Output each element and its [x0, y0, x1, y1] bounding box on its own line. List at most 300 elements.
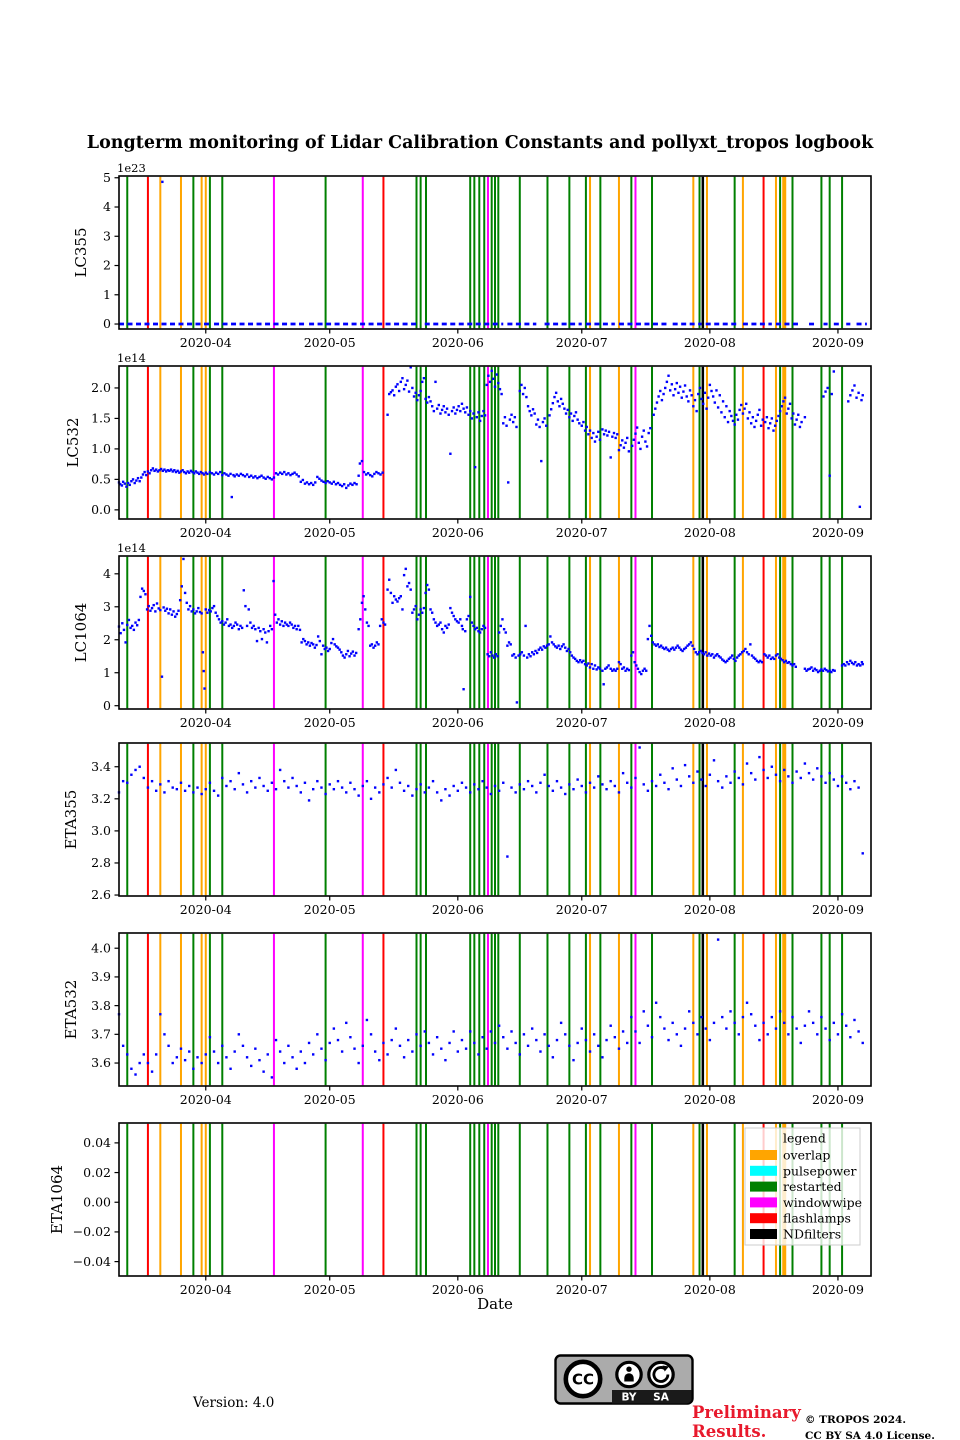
- data-point: [279, 769, 281, 771]
- data-point: [514, 791, 516, 793]
- data-point: [411, 612, 413, 614]
- data-point: [221, 620, 223, 622]
- data-point: [799, 426, 801, 428]
- data-point: [648, 625, 650, 627]
- data-point: [767, 1033, 769, 1035]
- data-point: [671, 767, 673, 769]
- data-point: [408, 582, 410, 584]
- data-point: [727, 421, 729, 423]
- data-point: [582, 421, 584, 423]
- data-point: [662, 393, 664, 395]
- data-point: [667, 1039, 669, 1041]
- data-point: [130, 774, 132, 776]
- data-point: [424, 398, 426, 400]
- x-tick-label: 2020-09: [811, 335, 864, 350]
- data-point: [357, 794, 359, 796]
- x-tick-label: 2020-04: [179, 715, 232, 730]
- data-point: [134, 482, 136, 484]
- data-point: [543, 1033, 545, 1035]
- y-tick-label: 4.0: [91, 940, 111, 956]
- data-point: [797, 414, 799, 416]
- data-point: [637, 668, 639, 670]
- data-point: [742, 1016, 744, 1018]
- data-point: [440, 799, 442, 801]
- data-point: [195, 610, 197, 612]
- data-point: [633, 661, 635, 663]
- data-point: [462, 628, 464, 630]
- data-point: [728, 410, 730, 412]
- data-point: [535, 423, 537, 425]
- data-point: [732, 420, 734, 422]
- data-point: [144, 593, 146, 595]
- data-point: [146, 608, 148, 610]
- data-point: [630, 1016, 632, 1018]
- data-point: [329, 648, 331, 650]
- data-point: [206, 612, 208, 614]
- data-point: [378, 1059, 380, 1061]
- data-point: [521, 651, 523, 653]
- data-point: [295, 628, 297, 630]
- data-point: [514, 656, 516, 658]
- data-point: [833, 370, 835, 372]
- data-point: [522, 393, 524, 395]
- data-point: [851, 389, 853, 391]
- data-point: [347, 650, 349, 652]
- data-point: [789, 403, 791, 405]
- data-point: [628, 669, 630, 671]
- data-point: [557, 400, 559, 402]
- data-point: [423, 377, 425, 379]
- data-point: [238, 628, 240, 630]
- data-point: [496, 655, 498, 657]
- data-point: [812, 778, 814, 780]
- data-point: [138, 480, 140, 482]
- data-point: [154, 610, 156, 612]
- data-point: [187, 608, 189, 610]
- data-point: [250, 780, 252, 782]
- data-point: [369, 474, 371, 476]
- data-point: [449, 453, 451, 455]
- data-point: [709, 384, 711, 386]
- data-point: [229, 473, 231, 475]
- data-point: [666, 381, 668, 383]
- x-tick-label: 2020-09: [811, 1092, 864, 1107]
- data-point: [272, 580, 274, 582]
- data-point: [314, 481, 316, 483]
- data-point: [524, 387, 526, 389]
- data-point: [428, 588, 430, 590]
- data-point: [572, 1059, 574, 1061]
- data-point: [676, 778, 678, 780]
- data-point: [762, 769, 764, 771]
- data-point: [298, 475, 300, 477]
- data-point: [403, 574, 405, 576]
- data-point: [236, 623, 238, 625]
- data-point: [512, 421, 514, 423]
- data-point: [786, 412, 788, 414]
- data-point: [322, 481, 324, 483]
- data-point: [242, 474, 244, 476]
- data-point: [568, 783, 570, 785]
- data-point: [295, 473, 297, 475]
- legend-label-pulsepower: pulsepower: [783, 1163, 857, 1179]
- data-point: [210, 610, 212, 612]
- data-point: [406, 585, 408, 587]
- data-point: [151, 607, 153, 609]
- data-point: [258, 1059, 260, 1061]
- data-point: [749, 643, 751, 645]
- data-point: [126, 624, 128, 626]
- data-point: [355, 652, 357, 654]
- data-point: [353, 1047, 355, 1049]
- data-point: [217, 1062, 219, 1064]
- data-point: [390, 592, 392, 594]
- data-point: [605, 788, 607, 790]
- data-point: [488, 655, 490, 657]
- data-point: [638, 442, 640, 444]
- legend-title: legend: [783, 1130, 826, 1146]
- data-point: [147, 1062, 149, 1064]
- data-point: [597, 431, 599, 433]
- data-point: [833, 778, 835, 780]
- data-point: [377, 643, 379, 645]
- data-point: [539, 782, 541, 784]
- data-point: [550, 408, 552, 410]
- data-point: [572, 788, 574, 790]
- data-point: [227, 475, 229, 477]
- data-point: [692, 782, 694, 784]
- data-point: [461, 625, 463, 627]
- data-point: [661, 399, 663, 401]
- data-point: [543, 417, 545, 419]
- data-point: [152, 467, 154, 469]
- data-point: [862, 852, 864, 854]
- data-point: [862, 394, 864, 396]
- data-point: [366, 780, 368, 782]
- data-point: [663, 1027, 665, 1029]
- data-point: [262, 476, 264, 478]
- data-point: [705, 1027, 707, 1029]
- by-label: BY: [621, 1391, 637, 1404]
- data-point: [411, 794, 413, 796]
- data-point: [663, 782, 665, 784]
- data-point: [398, 390, 400, 392]
- data-point: [432, 780, 434, 782]
- x-tick-label: 2020-05: [303, 715, 356, 730]
- data-point: [252, 625, 254, 627]
- data-point: [426, 401, 428, 403]
- data-point: [333, 481, 335, 483]
- data-point: [382, 1042, 384, 1044]
- data-point: [131, 625, 133, 627]
- data-point: [448, 794, 450, 796]
- data-point: [594, 664, 596, 666]
- data-point: [681, 396, 683, 398]
- data-point: [523, 654, 525, 656]
- data-point: [490, 1030, 492, 1032]
- data-point: [674, 388, 676, 390]
- data-point: [229, 780, 231, 782]
- data-point: [151, 780, 153, 782]
- data-point: [793, 663, 795, 665]
- data-point: [510, 1030, 512, 1032]
- data-point: [800, 777, 802, 779]
- data-point: [481, 628, 483, 630]
- data-point: [466, 406, 468, 408]
- data-point: [647, 1025, 649, 1027]
- x-tick-label: 2020-09: [811, 715, 864, 730]
- data-point: [746, 1002, 748, 1004]
- data-point: [403, 388, 405, 390]
- data-point: [709, 774, 711, 776]
- data-point: [523, 1033, 525, 1035]
- data-point: [724, 416, 726, 418]
- data-point: [847, 663, 849, 665]
- data-point: [359, 462, 361, 464]
- data-point: [589, 782, 591, 784]
- data-point: [667, 375, 669, 377]
- data-point: [149, 610, 151, 612]
- data-point: [246, 625, 248, 627]
- data-point: [241, 627, 243, 629]
- data-point: [382, 783, 384, 785]
- data-point: [304, 782, 306, 784]
- data-point: [457, 621, 459, 623]
- data-point: [283, 1062, 285, 1064]
- data-point: [651, 780, 653, 782]
- data-point: [221, 474, 223, 476]
- data-point: [433, 618, 435, 620]
- data-point: [250, 1065, 252, 1067]
- data-point: [291, 777, 293, 779]
- data-point: [428, 396, 430, 398]
- data-point: [275, 788, 277, 790]
- data-point: [357, 1062, 359, 1064]
- data-point: [464, 411, 466, 413]
- data-point: [816, 1033, 818, 1035]
- data-point: [192, 1068, 194, 1070]
- data-point: [338, 648, 340, 650]
- x-tick-label: 2020-06: [431, 1282, 484, 1297]
- data-point: [847, 400, 849, 402]
- data-point: [497, 382, 499, 384]
- data-point: [267, 476, 269, 478]
- data-point: [407, 1039, 409, 1041]
- data-point: [148, 472, 150, 474]
- data-point: [659, 1016, 661, 1018]
- data-point: [540, 460, 542, 462]
- data-point: [767, 427, 769, 429]
- data-point: [531, 1027, 533, 1029]
- data-point: [304, 1062, 306, 1064]
- data-point: [467, 414, 469, 416]
- x-tick-label: 2020-04: [179, 1282, 232, 1297]
- data-point: [374, 644, 376, 646]
- y-tick-label: 0: [103, 697, 111, 713]
- data-point: [758, 756, 760, 758]
- data-point: [782, 400, 784, 402]
- data-point: [712, 395, 714, 397]
- y-tick-label: −0.02: [72, 1224, 111, 1240]
- data-point: [137, 477, 139, 479]
- data-point: [605, 1039, 607, 1041]
- data-point: [558, 405, 560, 407]
- data-point: [371, 643, 373, 645]
- data-point: [608, 431, 610, 433]
- data-point: [535, 1039, 537, 1041]
- data-point: [215, 471, 217, 473]
- data-point: [667, 788, 669, 790]
- y-tick-label: 2: [103, 257, 111, 273]
- data-point: [514, 1042, 516, 1044]
- data-point: [309, 644, 311, 646]
- data-point: [687, 400, 689, 402]
- data-point: [538, 426, 540, 428]
- data-point: [504, 416, 506, 418]
- data-point: [155, 790, 157, 792]
- data-point: [519, 783, 521, 785]
- data-point: [592, 668, 594, 670]
- data-point: [735, 414, 737, 416]
- data-point: [515, 426, 517, 428]
- data-point: [171, 613, 173, 615]
- data-point: [777, 415, 779, 417]
- data-point: [456, 409, 458, 411]
- data-point: [849, 1036, 851, 1038]
- data-point: [399, 782, 401, 784]
- data-point: [221, 777, 223, 779]
- data-point: [651, 1036, 653, 1038]
- data-point: [291, 473, 293, 475]
- y-tick-label: 5: [103, 169, 111, 185]
- data-point: [552, 402, 554, 404]
- data-point: [549, 635, 551, 637]
- data-point: [119, 632, 121, 634]
- data-point: [345, 487, 347, 489]
- data-point: [733, 1022, 735, 1024]
- data-point: [324, 482, 326, 484]
- data-point: [200, 612, 202, 614]
- data-point: [279, 623, 281, 625]
- data-point: [783, 1022, 785, 1024]
- legend-swatch-flashlamps: [750, 1213, 777, 1223]
- data-point: [539, 1050, 541, 1052]
- data-point: [800, 1042, 802, 1044]
- data-point: [349, 782, 351, 784]
- x-tick-label: 2020-07: [555, 525, 608, 540]
- data-point: [721, 786, 723, 788]
- data-point: [401, 608, 403, 610]
- data-point: [857, 786, 859, 788]
- data-point: [648, 432, 650, 434]
- data-point: [614, 785, 616, 787]
- data-point: [441, 628, 443, 630]
- data-point: [233, 475, 235, 477]
- data-point: [217, 473, 219, 475]
- data-point: [250, 475, 252, 477]
- data-point: [634, 1030, 636, 1032]
- data-point: [308, 1042, 310, 1044]
- data-point: [602, 683, 604, 685]
- data-point: [130, 1068, 132, 1070]
- data-point: [560, 398, 562, 400]
- y-axis-label-ETA355: ETA355: [62, 789, 80, 850]
- data-point: [845, 782, 847, 784]
- data-point: [715, 389, 717, 391]
- y-tick-label: 3.0: [91, 823, 111, 839]
- data-point: [436, 407, 438, 409]
- data-point: [325, 646, 327, 648]
- data-point: [277, 618, 279, 620]
- data-point: [859, 664, 861, 666]
- data-point: [643, 783, 645, 785]
- data-point: [828, 1039, 830, 1041]
- data-point: [738, 409, 740, 411]
- data-point: [300, 791, 302, 793]
- data-point: [366, 1019, 368, 1021]
- data-point: [655, 785, 657, 787]
- legend-label-windowwipe: windowwipe: [783, 1194, 863, 1210]
- data-point: [395, 386, 397, 388]
- data-point: [567, 409, 569, 411]
- data-point: [769, 422, 771, 424]
- data-point: [176, 1056, 178, 1058]
- data-point: [343, 656, 345, 658]
- cc-by-sa-badge[interactable]: [554, 1354, 694, 1405]
- data-point: [172, 786, 174, 788]
- data-point: [461, 782, 463, 784]
- data-point: [276, 621, 278, 623]
- data-point: [692, 1022, 694, 1024]
- data-point: [792, 412, 794, 414]
- data-point: [531, 785, 533, 787]
- data-point: [691, 644, 693, 646]
- data-point: [242, 783, 244, 785]
- data-point: [689, 389, 691, 391]
- data-point: [451, 612, 453, 614]
- data-point: [487, 375, 489, 377]
- data-point: [167, 612, 169, 614]
- data-point: [223, 472, 225, 474]
- data-point: [657, 395, 659, 397]
- data-point: [601, 783, 603, 785]
- data-point: [659, 774, 661, 776]
- data-point: [632, 651, 634, 653]
- data-point: [275, 1039, 277, 1041]
- sa-label: SA: [653, 1391, 669, 1404]
- data-point: [312, 643, 314, 645]
- data-point: [186, 602, 188, 604]
- data-point: [312, 1053, 314, 1055]
- data-point: [590, 437, 592, 439]
- data-point: [630, 654, 632, 656]
- data-point: [196, 786, 198, 788]
- y-axis-label-LC355: LC355: [72, 227, 90, 278]
- data-point: [713, 1022, 715, 1024]
- data-point: [791, 1016, 793, 1018]
- data-point: [143, 1053, 145, 1055]
- data-point: [216, 615, 218, 617]
- axis-offset-label: 1e23: [117, 161, 146, 175]
- data-point: [287, 1045, 289, 1047]
- data-point: [656, 401, 658, 403]
- data-point: [143, 590, 145, 592]
- data-point: [752, 416, 754, 418]
- data-point: [156, 602, 158, 604]
- data-point: [465, 786, 467, 788]
- data-point: [366, 621, 368, 623]
- y-tick-label: 3.4: [91, 758, 111, 774]
